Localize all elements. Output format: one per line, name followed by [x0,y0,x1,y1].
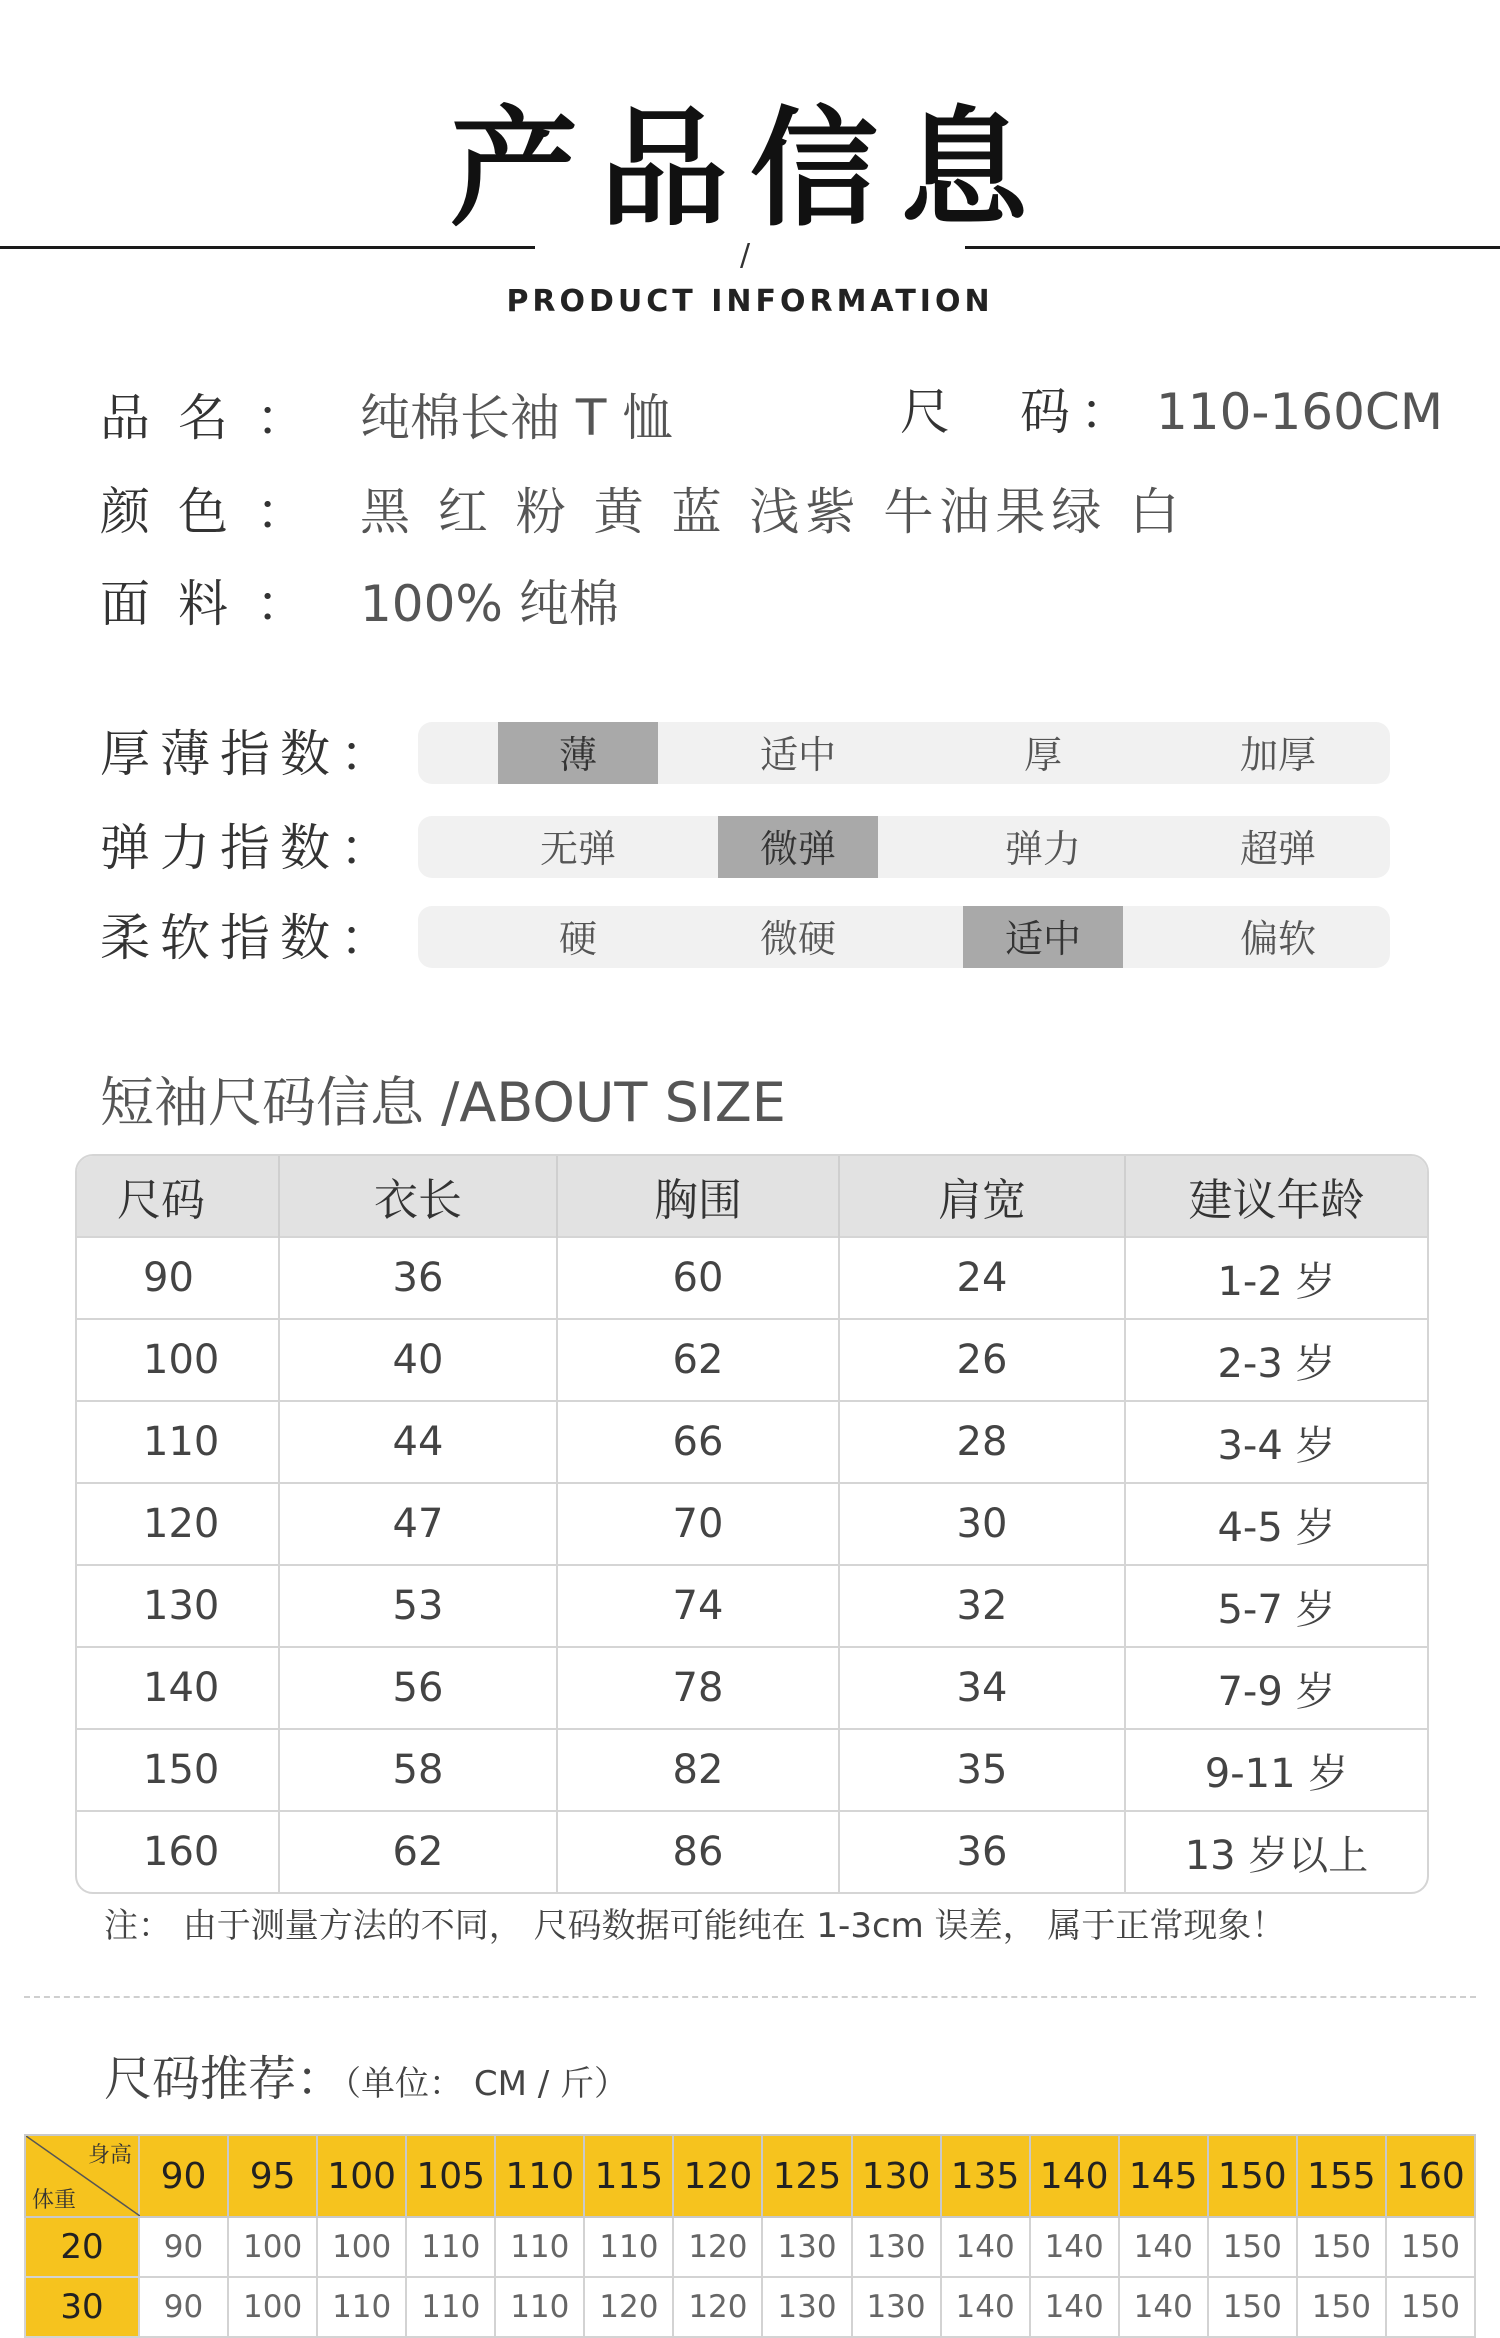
table-cell: 100 [77,1319,279,1401]
recommend-table [24,2134,1476,2338]
table-row [77,1811,1427,1892]
height-header: 145 [1119,2135,1208,2217]
table-cell: 160 [77,1811,279,1892]
info-color-value: 黑 红 粉 黄 蓝 浅紫 牛油果绿 白 [360,483,1186,541]
table-cell: 24 [839,1237,1125,1319]
size-col-header: 衣长 [279,1156,557,1237]
table-row [77,1483,1427,1565]
table-cell: 130 [852,2277,941,2337]
table-cell: 130 [762,2277,851,2337]
recommend-title [104,2040,628,2109]
table-cell: 2-3 岁 [1125,1319,1427,1401]
table-cell: 100 [228,2217,317,2277]
table-cell: 58 [279,1729,557,1811]
table-cell: 150 [1208,2277,1297,2337]
table-cell: 28 [839,1401,1125,1483]
table-cell: 7-9 岁 [1125,1647,1427,1729]
table-cell: 1-2 岁 [1125,1237,1427,1319]
table-cell: 140 [1030,2217,1119,2277]
info-size-row [900,382,1443,442]
index-row [100,722,1390,786]
recommend-header-row [25,2135,1475,2217]
index-row [100,816,1390,880]
recommend-unit: （单位： CM / 斤） [344,2064,628,2104]
table-cell: 35 [839,1729,1125,1811]
height-header: 110 [495,2135,584,2217]
table-cell: 140 [1119,2217,1208,2277]
table-row [25,2217,1475,2277]
table-cell: 36 [839,1811,1125,1892]
index-option: 微弹 [718,816,878,878]
recommend-title-text: 尺码推荐： [104,2051,345,2107]
table-cell: 150 [1297,2217,1386,2277]
page-subtitle: PRODUCT INFORMATION [506,284,994,319]
info-fabric-label: 面料： [100,575,334,633]
table-cell: 150 [1386,2277,1475,2337]
table-cell: 110 [495,2277,584,2337]
table-cell: 5-7 岁 [1125,1565,1427,1647]
index-option: 适中 [759,733,836,777]
index-track [418,722,1390,784]
table-cell: 140 [1119,2277,1208,2337]
size-table-header [77,1156,1427,1237]
index-label: 柔软指数： [100,909,400,967]
table-cell: 150 [77,1729,279,1811]
table-cell: 74 [557,1565,839,1647]
height-header: 115 [584,2135,673,2217]
table-cell: 32 [839,1565,1125,1647]
table-cell: 90 [139,2217,228,2277]
table-cell: 4-5 岁 [1125,1483,1427,1565]
table-cell: 140 [77,1647,279,1729]
height-header: 150 [1208,2135,1297,2217]
table-cell: 110 [77,1401,279,1483]
table-cell: 90 [77,1237,279,1319]
table-cell: 62 [279,1811,557,1892]
table-cell: 110 [584,2217,673,2277]
index-option: 无弹 [539,827,616,871]
info-size-label: 尺 码： [900,383,1140,441]
table-cell: 47 [279,1483,557,1565]
table-row [77,1565,1427,1647]
info-name-label: 品名： [100,389,334,447]
table-cell: 44 [279,1401,557,1483]
weight-cell: 30 [25,2277,139,2337]
table-cell: 62 [557,1319,839,1401]
table-cell: 13 岁以上 [1125,1811,1427,1892]
info-color-row [100,482,1185,542]
index-track [418,816,1390,878]
size-col-header: 尺码 [77,1156,279,1237]
table-cell: 90 [139,2277,228,2337]
table-cell: 150 [1297,2277,1386,2337]
index-option: 厚 [1023,733,1062,777]
size-table [75,1154,1429,1894]
table-cell: 140 [941,2217,1030,2277]
table-cell: 9-11 岁 [1125,1729,1427,1811]
table-cell: 150 [1386,2217,1475,2277]
info-fabric-row [100,574,619,634]
table-cell: 86 [557,1811,839,1892]
height-header: 105 [406,2135,495,2217]
table-cell: 140 [941,2277,1030,2337]
table-cell: 26 [839,1319,1125,1401]
header-rule-left [0,246,535,249]
index-option: 超弹 [1239,827,1316,871]
table-cell: 36 [279,1237,557,1319]
header-rule-right [965,246,1500,249]
table-row [77,1729,1427,1811]
index-label: 弹力指数： [100,819,400,877]
measurement-note: 注： 由于测量方法的不同， 尺码数据可能纯在 1-3cm 误差， 属于正常现象！ [104,1906,1286,1946]
table-cell: 120 [673,2277,762,2337]
info-name-row [100,388,672,448]
height-header: 160 [1386,2135,1475,2217]
table-cell: 150 [1208,2217,1297,2277]
table-row [77,1401,1427,1483]
size-col-header: 胸围 [557,1156,839,1237]
table-cell: 120 [584,2277,673,2337]
corner-height-label: 身高 [87,2143,132,2168]
index-option: 硬 [558,917,597,961]
page-title: 产品信息 [449,95,1050,244]
corner-cell [25,2135,139,2217]
height-header: 135 [941,2135,1030,2217]
table-cell: 34 [839,1647,1125,1729]
size-col-header: 建议年龄 [1125,1156,1427,1237]
table-cell: 120 [673,2217,762,2277]
height-header: 140 [1030,2135,1119,2217]
size-section-title: 短袖尺码信息 /ABOUT SIZE [100,1071,786,1134]
height-header: 130 [852,2135,941,2217]
info-name-value: 纯棉长袖 T 恤 [360,389,673,447]
index-option: 薄 [498,722,658,784]
table-cell: 40 [279,1319,557,1401]
table-row [25,2277,1475,2337]
height-header: 90 [139,2135,228,2217]
weight-cell: 20 [25,2217,139,2277]
index-label: 厚薄指数： [100,725,400,783]
table-cell: 78 [557,1647,839,1729]
table-cell: 70 [557,1483,839,1565]
index-option: 加厚 [1239,733,1316,777]
index-row [100,906,1390,970]
table-row [77,1647,1427,1729]
height-header: 125 [762,2135,851,2217]
dashed-divider [24,1996,1476,1998]
height-header: 120 [673,2135,762,2217]
info-color-label: 颜色： [100,483,334,541]
table-cell: 30 [839,1483,1125,1565]
info-size-value: 110-160CM [1156,383,1443,441]
height-header: 100 [317,2135,406,2217]
table-cell: 130 [762,2217,851,2277]
size-col-header: 肩宽 [839,1156,1125,1237]
index-option: 弹力 [1004,827,1081,871]
corner-weight-label: 体重 [32,2188,77,2213]
table-cell: 130 [77,1565,279,1647]
index-option: 偏软 [1239,917,1316,961]
table-cell: 110 [406,2277,495,2337]
table-cell: 110 [495,2217,584,2277]
index-option: 微硬 [759,917,836,961]
index-track [418,906,1390,968]
table-row [77,1237,1427,1319]
table-cell: 120 [77,1483,279,1565]
height-header: 155 [1297,2135,1386,2217]
table-cell: 60 [557,1237,839,1319]
table-cell: 53 [279,1565,557,1647]
table-cell: 100 [317,2217,406,2277]
table-cell: 110 [406,2217,495,2277]
table-cell: 66 [557,1401,839,1483]
table-cell: 82 [557,1729,839,1811]
table-cell: 140 [1030,2277,1119,2337]
table-row [77,1319,1427,1401]
table-cell: 100 [228,2277,317,2337]
table-cell: 56 [279,1647,557,1729]
index-option: 适中 [963,906,1123,968]
info-fabric-value: 100% 纯棉 [360,575,619,633]
table-cell: 130 [852,2217,941,2277]
table-cell: 3-4 岁 [1125,1401,1427,1483]
table-cell: 110 [317,2277,406,2337]
header-slash: / [740,238,751,273]
height-header: 95 [228,2135,317,2217]
